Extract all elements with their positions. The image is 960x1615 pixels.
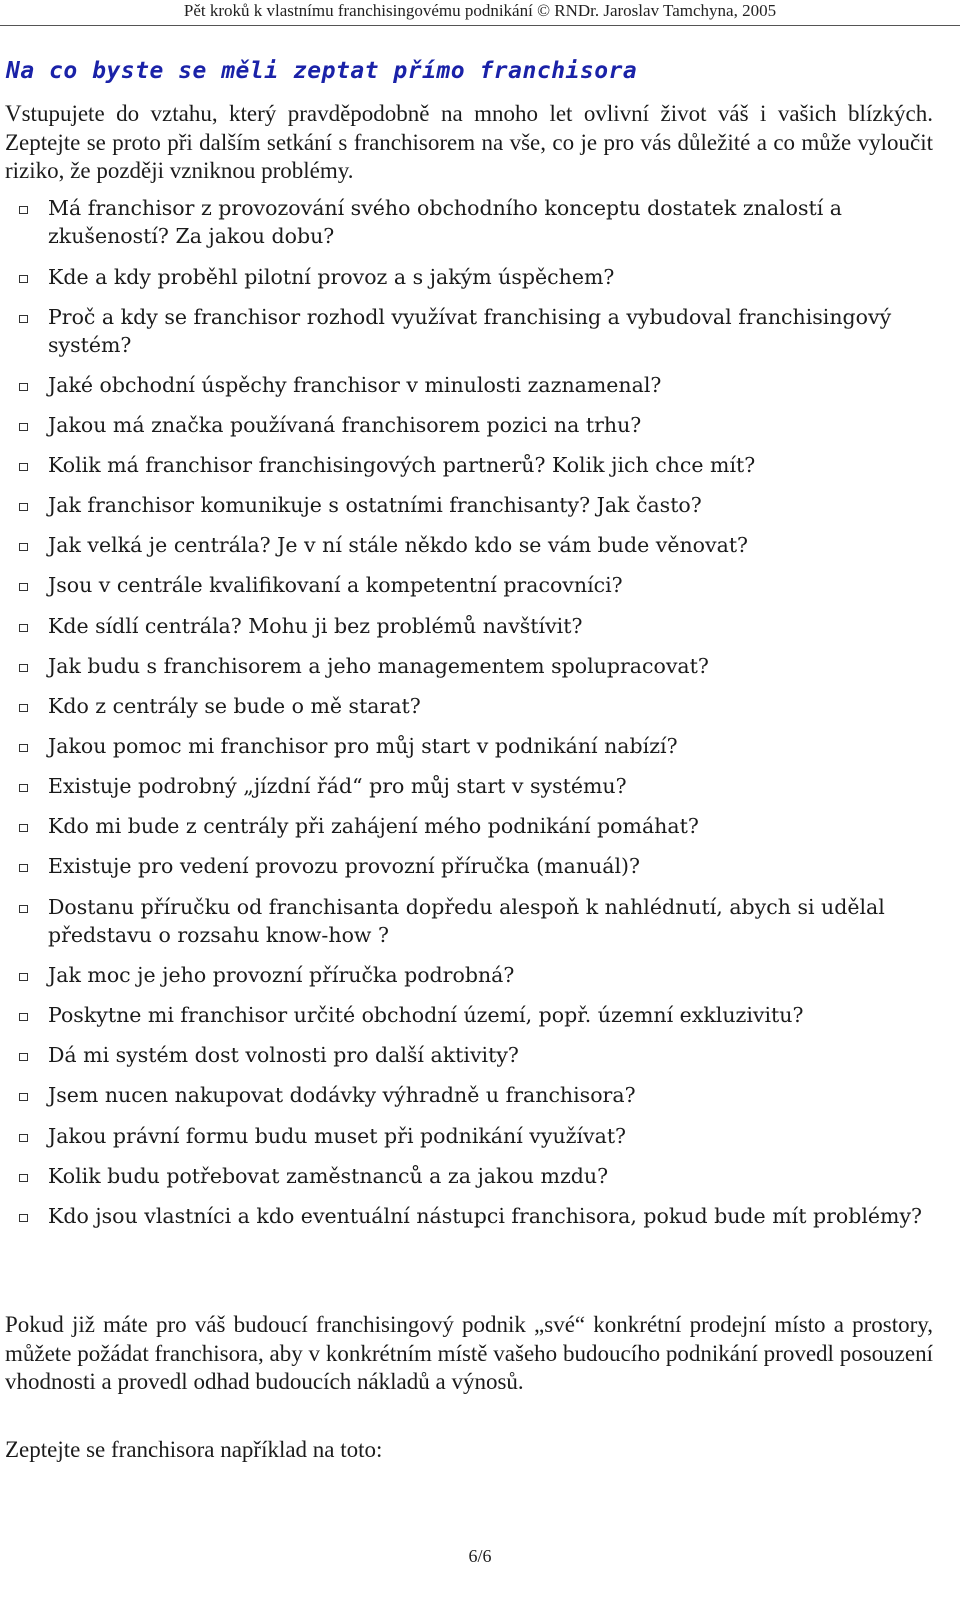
header-rule xyxy=(0,25,960,26)
question-text: Jakou právní formu budu muset při podnikání využívat? xyxy=(48,1124,627,1148)
intro-paragraph: Vstupujete do vztahu, který pravděpodobně na mnoho let ovlivní život váš i vašich blízkých. Zeptejte se proto při dalším setkání s franchisorem na vše, co je pro vás důležité a co může vyloučit riziko, že později vzniknou problémy. xyxy=(5,101,933,183)
question-text: Existuje pro vedení provozu provozní příručka (manuál)? xyxy=(48,854,640,878)
question-text: Jak moc je jeho provozní příručka podrobná? xyxy=(48,963,515,987)
checkbox-bullet-icon xyxy=(19,583,28,591)
checkbox-bullet-icon xyxy=(19,503,28,511)
checkbox-bullet-icon xyxy=(19,1053,28,1061)
question-text: Kdo mi bude z centrály při zahájení mého podnikání pomáhat? xyxy=(48,814,699,838)
page-header xyxy=(0,0,960,26)
checkbox-bullet-icon xyxy=(19,1214,28,1222)
checkbox-bullet-icon xyxy=(19,423,28,431)
header-title: Pět kroků k vlastnímu franchisingovému podnikání © RNDr. Jaroslav Tamchyna, 2005 xyxy=(183,1,777,20)
checkbox-bullet-icon xyxy=(19,383,28,391)
question-text: Kolik má franchisor franchisingových partnerů? Kolik jich chce mít? xyxy=(48,453,756,477)
checkbox-bullet-icon xyxy=(19,973,28,981)
checkbox-bullet-icon xyxy=(19,543,28,551)
checkbox-bullet-icon xyxy=(19,1174,28,1182)
checkbox-bullet-icon xyxy=(19,206,28,214)
question-text: Kde sídlí centrála? Mohu ji bez problémů navštívit? xyxy=(48,614,583,638)
checkbox-bullet-icon xyxy=(19,824,28,832)
question-text: Jaké obchodní úspěchy franchisor v minulosti zaznamenal? xyxy=(48,373,662,397)
checkbox-bullet-icon xyxy=(19,744,28,752)
checkbox-bullet-icon xyxy=(19,664,28,672)
page-number: 6/6 xyxy=(468,1546,492,1566)
question-text: Kdo jsou vlastníci a kdo eventuální nástupci franchisora, pokud bude mít problémy? xyxy=(48,1204,923,1228)
question-text: Jakou pomoc mi franchisor pro můj start v podnikání nabízí? xyxy=(48,734,678,758)
question-text: Poskytne mi franchisor určité obchodní území, popř. územní exkluzivitu? xyxy=(48,1003,804,1027)
question-text: Kolik budu potřebovat zaměstnanců a za jakou mzdu? xyxy=(48,1164,609,1188)
question-text: Jak franchisor komunikuje s ostatními franchisanty? Jak často? xyxy=(48,493,702,517)
checkbox-bullet-icon xyxy=(19,905,28,913)
checkbox-bullet-icon xyxy=(19,275,28,283)
checkbox-bullet-icon xyxy=(19,315,28,323)
checkbox-bullet-icon xyxy=(19,463,28,471)
question-text: Existuje podrobný „jízdní řád“ pro můj start v systému? xyxy=(48,774,627,798)
question-text: Kde a kdy proběhl pilotní provoz a s jakým úspěchem? xyxy=(48,265,615,289)
checkbox-bullet-icon xyxy=(19,864,28,872)
checkbox-bullet-icon xyxy=(19,704,28,712)
section-heading: Na co byste se měli zeptat přímo franchisora xyxy=(6,58,638,84)
checkbox-bullet-icon xyxy=(19,1013,28,1021)
closing-question: Zeptejte se franchisora například na toto: xyxy=(5,1437,383,1462)
checkbox-bullet-icon xyxy=(19,784,28,792)
checkbox-bullet-icon xyxy=(19,1134,28,1142)
question-text: Dá mi systém dost volnosti pro další aktivity? xyxy=(48,1043,519,1067)
closing-paragraph: Pokud již máte pro váš budoucí franchisingový podnik „své“ konkrétní prodejní místo a prostory, můžete požádat franchisora, aby v konkrétním místě vašeho budoucího podnikání provedl posouzení vhodnosti a provedl odhad budoucích nákladů a výnosů. xyxy=(5,1312,933,1394)
question-text: Jakou má značka používaná franchisorem pozici na trhu? xyxy=(48,413,642,437)
question-text: Jsem nucen nakupovat dodávky výhradně u franchisora? xyxy=(48,1083,636,1107)
question-text: Proč a kdy se franchisor rozhodl využívat franchising a vybudoval franchisingový systém? xyxy=(48,305,892,357)
question-text: Dostanu příručku od franchisanta dopředu alespoň k nahlédnutí, abych si udělal představu o rozsahu know-how ? xyxy=(48,895,885,947)
checkbox-bullet-icon xyxy=(19,1093,28,1101)
question-text: Kdo z centrály se bude o mě starat? xyxy=(48,694,421,718)
question-text: Jak velká je centrála? Je v ní stále někdo kdo se vám bude věnovat? xyxy=(48,533,749,557)
question-text: Jsou v centrále kvalifikovaní a kompetentní pracovníci? xyxy=(48,573,623,597)
question-text: Má franchisor z provozování svého obchodního konceptu dostatek znalostí a zkušeností? Za jakou dobu? xyxy=(48,196,843,248)
question-text: Jak budu s franchisorem a jeho managementem spolupracovat? xyxy=(48,654,709,678)
checkbox-bullet-icon xyxy=(19,624,28,632)
